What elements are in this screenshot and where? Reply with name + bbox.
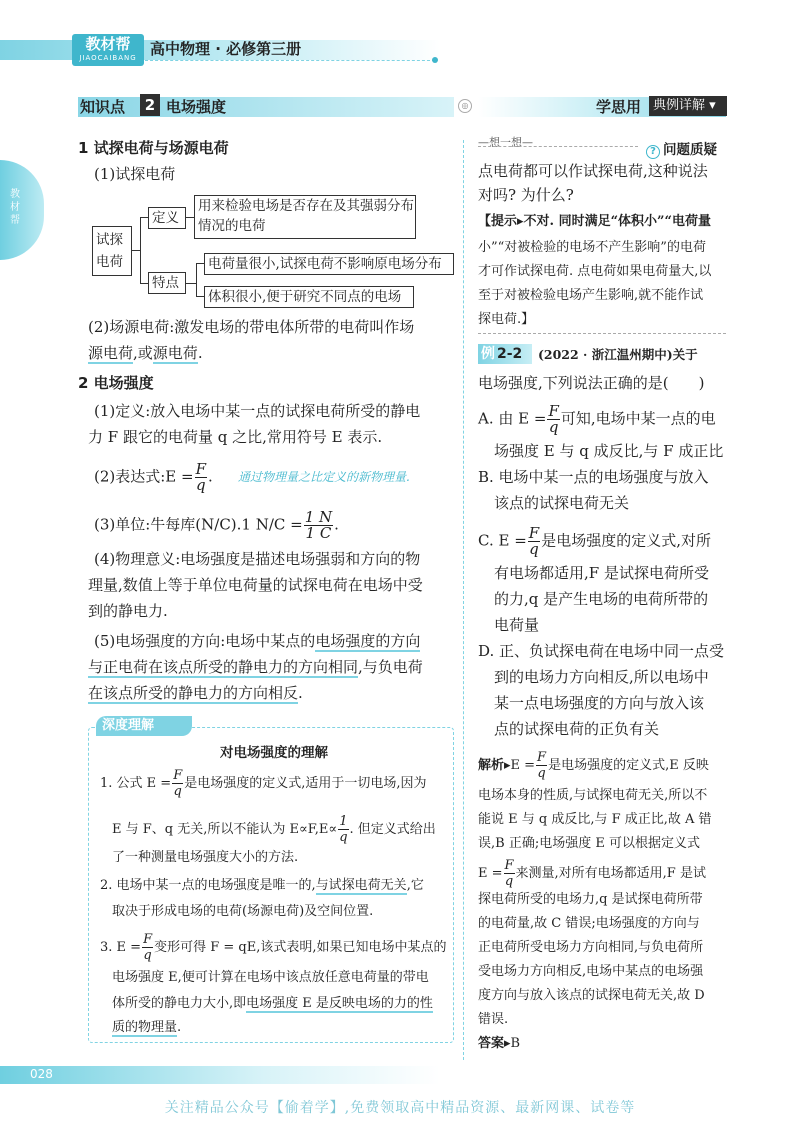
right-divider xyxy=(478,333,726,334)
circle-icon: ◎ xyxy=(458,99,472,113)
option-d-line2: 到的电场力方向相反,所以电场中 xyxy=(494,668,709,686)
column-divider xyxy=(463,140,464,1060)
hint-line4: 至于对被检验电场产生影响,就不能作试 xyxy=(478,288,704,303)
map-root xyxy=(92,226,132,276)
heading-1: 1 试探电荷与场源电荷 xyxy=(78,139,229,157)
source-charge-line1: (2)场源电荷:激发电场的带电体所带的电荷叫作场 xyxy=(88,318,415,336)
side-tab xyxy=(0,160,44,260)
example-stem: 电场强度,下列说法正确的是( ) xyxy=(478,374,705,392)
section-label: 知识点 xyxy=(80,98,126,116)
hint-line3: 才可作试探电荷. 点电荷如果电荷量大,以 xyxy=(478,264,712,279)
brand-text: 教材帮 xyxy=(85,35,131,53)
analysis-line2: 电场本身的性质,与试探电荷无关,所以不 xyxy=(478,788,708,803)
analysis-line1: 解析▸E = $\frac{F}{q}$ 是电场强度的定义式,E 反映 xyxy=(478,750,709,781)
map-connector xyxy=(140,217,148,218)
analysis-line4: 误,B 正确;电场强度 E 可以根据定义式 xyxy=(478,836,700,851)
option-d: D. 正、负试探电荷在电场中同一点受 xyxy=(478,642,725,660)
deep-item-3: 3. E = $\frac{F}{q}$ 变形可得 F = qE,该式表明,如果已知电场中某点的 xyxy=(100,932,447,963)
unit-line: (3)单位:牛每库(N/C).1 N/C = $\frac{1 N}{1 C}$ . xyxy=(94,508,339,542)
option-c-line3: 的力,q 是产生电场的电荷所带的 xyxy=(494,590,709,608)
page-number: 028 xyxy=(30,1067,53,1081)
header-dot xyxy=(432,57,438,63)
option-c-line2: 有电场都适用,F 是试探电荷所受 xyxy=(494,564,709,582)
option-c-line4: 电荷量 xyxy=(494,616,540,634)
map-detail-definition xyxy=(194,195,416,239)
deep-item-3-line2: 电场强度 E,便可计算在电场中该点放任意电荷量的带电 xyxy=(112,970,429,985)
section-number: 2 xyxy=(140,94,160,116)
question-icon: ? xyxy=(646,145,660,159)
analysis-line9: 受电场力方向相反,电场中某点的电场强 xyxy=(478,964,704,979)
right-section-title: 学思用 xyxy=(596,98,642,116)
think-label: —想一想— xyxy=(478,136,533,149)
expression-line: (2)表达式:E = $\frac{F}{q}$ . xyxy=(94,460,213,494)
direction-line2: 与正电荷在该点所受的静电力的方向相同,与负电荷 xyxy=(88,658,423,676)
meaning-line2: 理量,数值上等于单位电荷量的试探电荷在电场中受 xyxy=(88,576,423,594)
deep-title: 对电场强度的理解 xyxy=(220,745,328,761)
hint-line5: 探电荷.】 xyxy=(478,312,535,327)
brand-logo xyxy=(72,34,144,66)
question-tag: ? 问题质疑 xyxy=(646,138,717,159)
section-name: 电场强度 xyxy=(166,98,227,116)
map-detail-feature-2: 体积很小,便于研究不同点的电场 xyxy=(204,286,414,308)
meaning-line3: 到的静电力. xyxy=(88,602,168,620)
meaning-line1: (4)物理意义:电场强度是描述电场强弱和方向的物 xyxy=(94,550,421,568)
map-connector xyxy=(196,263,197,296)
example-tag: 例 2-2 xyxy=(478,344,532,364)
map-detail-line: 情况的电荷 xyxy=(198,218,266,234)
deep-item-1-line3: 了一种测量电场强度大小的方法. xyxy=(112,850,299,865)
right-section-tag: 典例详解 ▾ xyxy=(649,96,727,116)
book-title: 高中物理 · 必修第三册 xyxy=(150,40,302,58)
map-key-feature: 特点 xyxy=(148,272,186,294)
option-a-line2: 场强度 E 与 q 成反比,与 F 成正比 xyxy=(494,442,724,460)
option-b: B. 电场中某一点的电场强度与放入 xyxy=(478,468,709,486)
header-divider xyxy=(145,60,435,61)
handwritten-note: 通过物理量之比定义的新物理量. xyxy=(238,470,410,484)
side-tab-label: 教材帮 xyxy=(10,189,20,226)
question-line1: 点电荷都可以作试探电荷,这种说法 xyxy=(478,162,708,180)
map-connector xyxy=(140,283,148,284)
option-d-line3: 某一点电场强度的方向与放入该 xyxy=(494,694,705,712)
map-root-line1: 试探 xyxy=(96,232,123,248)
map-key-definition: 定义 xyxy=(148,207,186,229)
map-connector xyxy=(196,296,204,297)
option-b-line2: 该点的试探电荷无关 xyxy=(494,494,630,512)
analysis-line5: E = $\frac{F}{q}$ 来测量,对所有电场都适用,F 是试 xyxy=(478,858,706,889)
section-bar xyxy=(78,97,454,117)
deep-item-1-line2: E 与 F、q 无关,所以不能认为 E∝F,E∝ $\frac{1}{q}$ . 但定义式给出 xyxy=(112,814,436,845)
hint-line1: 【提示▸不对. 同时满足“体积小”“电荷量 xyxy=(478,214,712,229)
analysis-line7: 的电荷量,故 C 错误;电场强度的方向与 xyxy=(478,916,700,931)
analysis-line11: 错误. xyxy=(478,1012,509,1027)
think-divider xyxy=(478,146,638,147)
option-d-line4: 点的试探电荷的正负有关 xyxy=(494,720,660,738)
analysis-line6: 探电荷所受的电场力,q 是试探电荷所带 xyxy=(478,892,703,907)
hint-line2: 小”“对被检验的电场不产生影响”的电荷 xyxy=(478,240,706,255)
answer-line: 答案▸B xyxy=(478,1036,521,1051)
option-c: C. E = $\frac{F}{q}$ 是电场强度的定义式,对所 xyxy=(478,524,711,558)
map-connector xyxy=(186,283,196,284)
deep-item-1: 1. 公式 E = $\frac{F}{q}$ 是电场强度的定义式,适用于一切电场,因为 xyxy=(100,768,427,799)
example-source: (2022 · 浙江温州期中)关于 xyxy=(538,347,698,362)
def-line2: 力 F 跟它的电荷量 q 之比,常用符号 E 表示. xyxy=(88,428,383,446)
analysis-line3: 能说 E 与 q 成反比,与 F 成正比,故 A 错 xyxy=(478,812,712,827)
analysis-line8: 正电荷所受电场力方向相同,与负电荷所 xyxy=(478,940,704,955)
analysis-line10: 度方向与放入该点的试探电荷无关,故 D xyxy=(478,988,705,1003)
direction-line1: (5)电场强度的方向:电场中某点的电场强度的方向 xyxy=(94,632,421,650)
brand-en: JIAOCAIBANG xyxy=(79,54,137,62)
map-connector xyxy=(186,217,194,218)
map-detail-feature-1: 电荷量很小,试探电荷不影响原电场分布 xyxy=(204,253,454,275)
map-detail-line: 用来检验电场是否存在及其强弱分布 xyxy=(198,198,414,214)
sub-heading-1: (1)试探电荷 xyxy=(94,165,176,183)
deep-item-3-line3: 体所受的静电力大小,即电场强度 E 是反映电场的力的性 xyxy=(112,996,433,1011)
map-connector xyxy=(196,263,204,264)
deep-item-2: 2. 电场中某一点的电场强度是唯一的,与试探电荷无关,它 xyxy=(100,878,424,893)
heading-2: 2 电场强度 xyxy=(78,374,154,392)
source-charge-line2: 源电荷,或源电荷. xyxy=(88,344,203,362)
option-a: A. 由 E = $\frac{F}{q}$ 可知,电场中某一点的电 xyxy=(478,402,716,436)
deep-item-2-line2: 取决于形成电场的电荷(场源电荷)及空间位置. xyxy=(112,904,374,919)
direction-line3: 在该点所受的静电力的方向相反. xyxy=(88,684,303,702)
footer-band xyxy=(0,1066,440,1084)
deep-understanding-tag: 深度理解 xyxy=(96,716,192,736)
map-connector xyxy=(132,250,140,251)
map-root-line2: 电荷 xyxy=(96,254,123,270)
deep-item-3-line4: 质的物理量. xyxy=(112,1020,182,1035)
def-line1: (1)定义:放入电场中某一点的试探电荷所受的静电 xyxy=(94,402,421,420)
footer-note: 关注精品公众号【偷着学】,免费领取高中精品资源、最新网课、试卷等 xyxy=(164,1100,636,1116)
question-line2: 对吗? 为什么? xyxy=(478,186,574,204)
map-connector xyxy=(140,217,141,283)
